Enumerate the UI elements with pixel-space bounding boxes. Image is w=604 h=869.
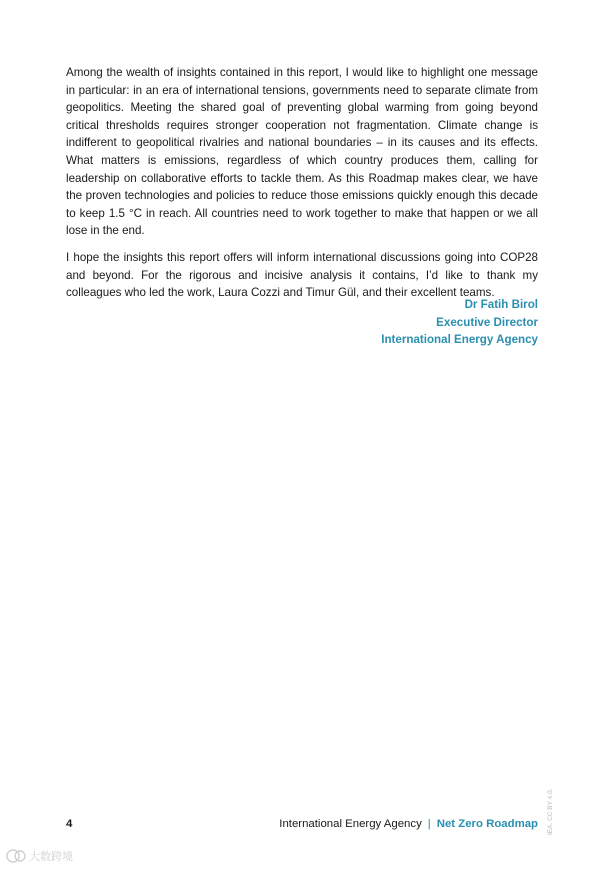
page-number: 4 [66,818,73,830]
footer-report-title: Net Zero Roadmap [436,818,538,830]
watermark-text: 大数跨境 [29,851,73,863]
footer-separator: | [427,818,431,830]
license-note: IEA. CC BY 4.0. [547,788,554,835]
signature-title: Executive Director [436,315,538,329]
page-footer [66,818,538,836]
signature-block [381,296,538,349]
footer-organization: International Energy Agency [279,818,422,830]
cc-watermark-icon [6,849,26,863]
watermark [6,848,73,864]
signature-organization: International Energy Agency [381,333,538,347]
paragraph-2: I hope the insights this report offers will inform international discussions going into COP28 and beyond. For the rigorous and incisive analysis it contains, I’d like to thank my colleagues who led the work, Laura Cozzi and Timur Gül, and their excellent teams. [66,250,538,300]
signature-name: Dr Fatih Birol [464,298,538,311]
foreword-body [66,64,538,311]
paragraph-1: Among the wealth of insights contained in this report, I would like to highlight one message in particular: in an era of international tensions, governments need to separate climate from geopolitics. Meeting the shared goal of preventing global warming from going beyond critical thresholds requires stronger cooperation not fragmentation. Climate change is indifferent to geopolitical rivalries and national boundaries – in its causes and its effects. What matters is emissions, regardless of which country produces them, calling for leadership on collaborative efforts to tackle them. As this Roadmap makes clear, we have the proven technologies and policies to reduce those emissions quickly enough this decade to keep 1.5 °C in reach. All countries need to work together to make that happen or we all lose in the end. [66,66,538,238]
footer-report-info [279,818,538,830]
